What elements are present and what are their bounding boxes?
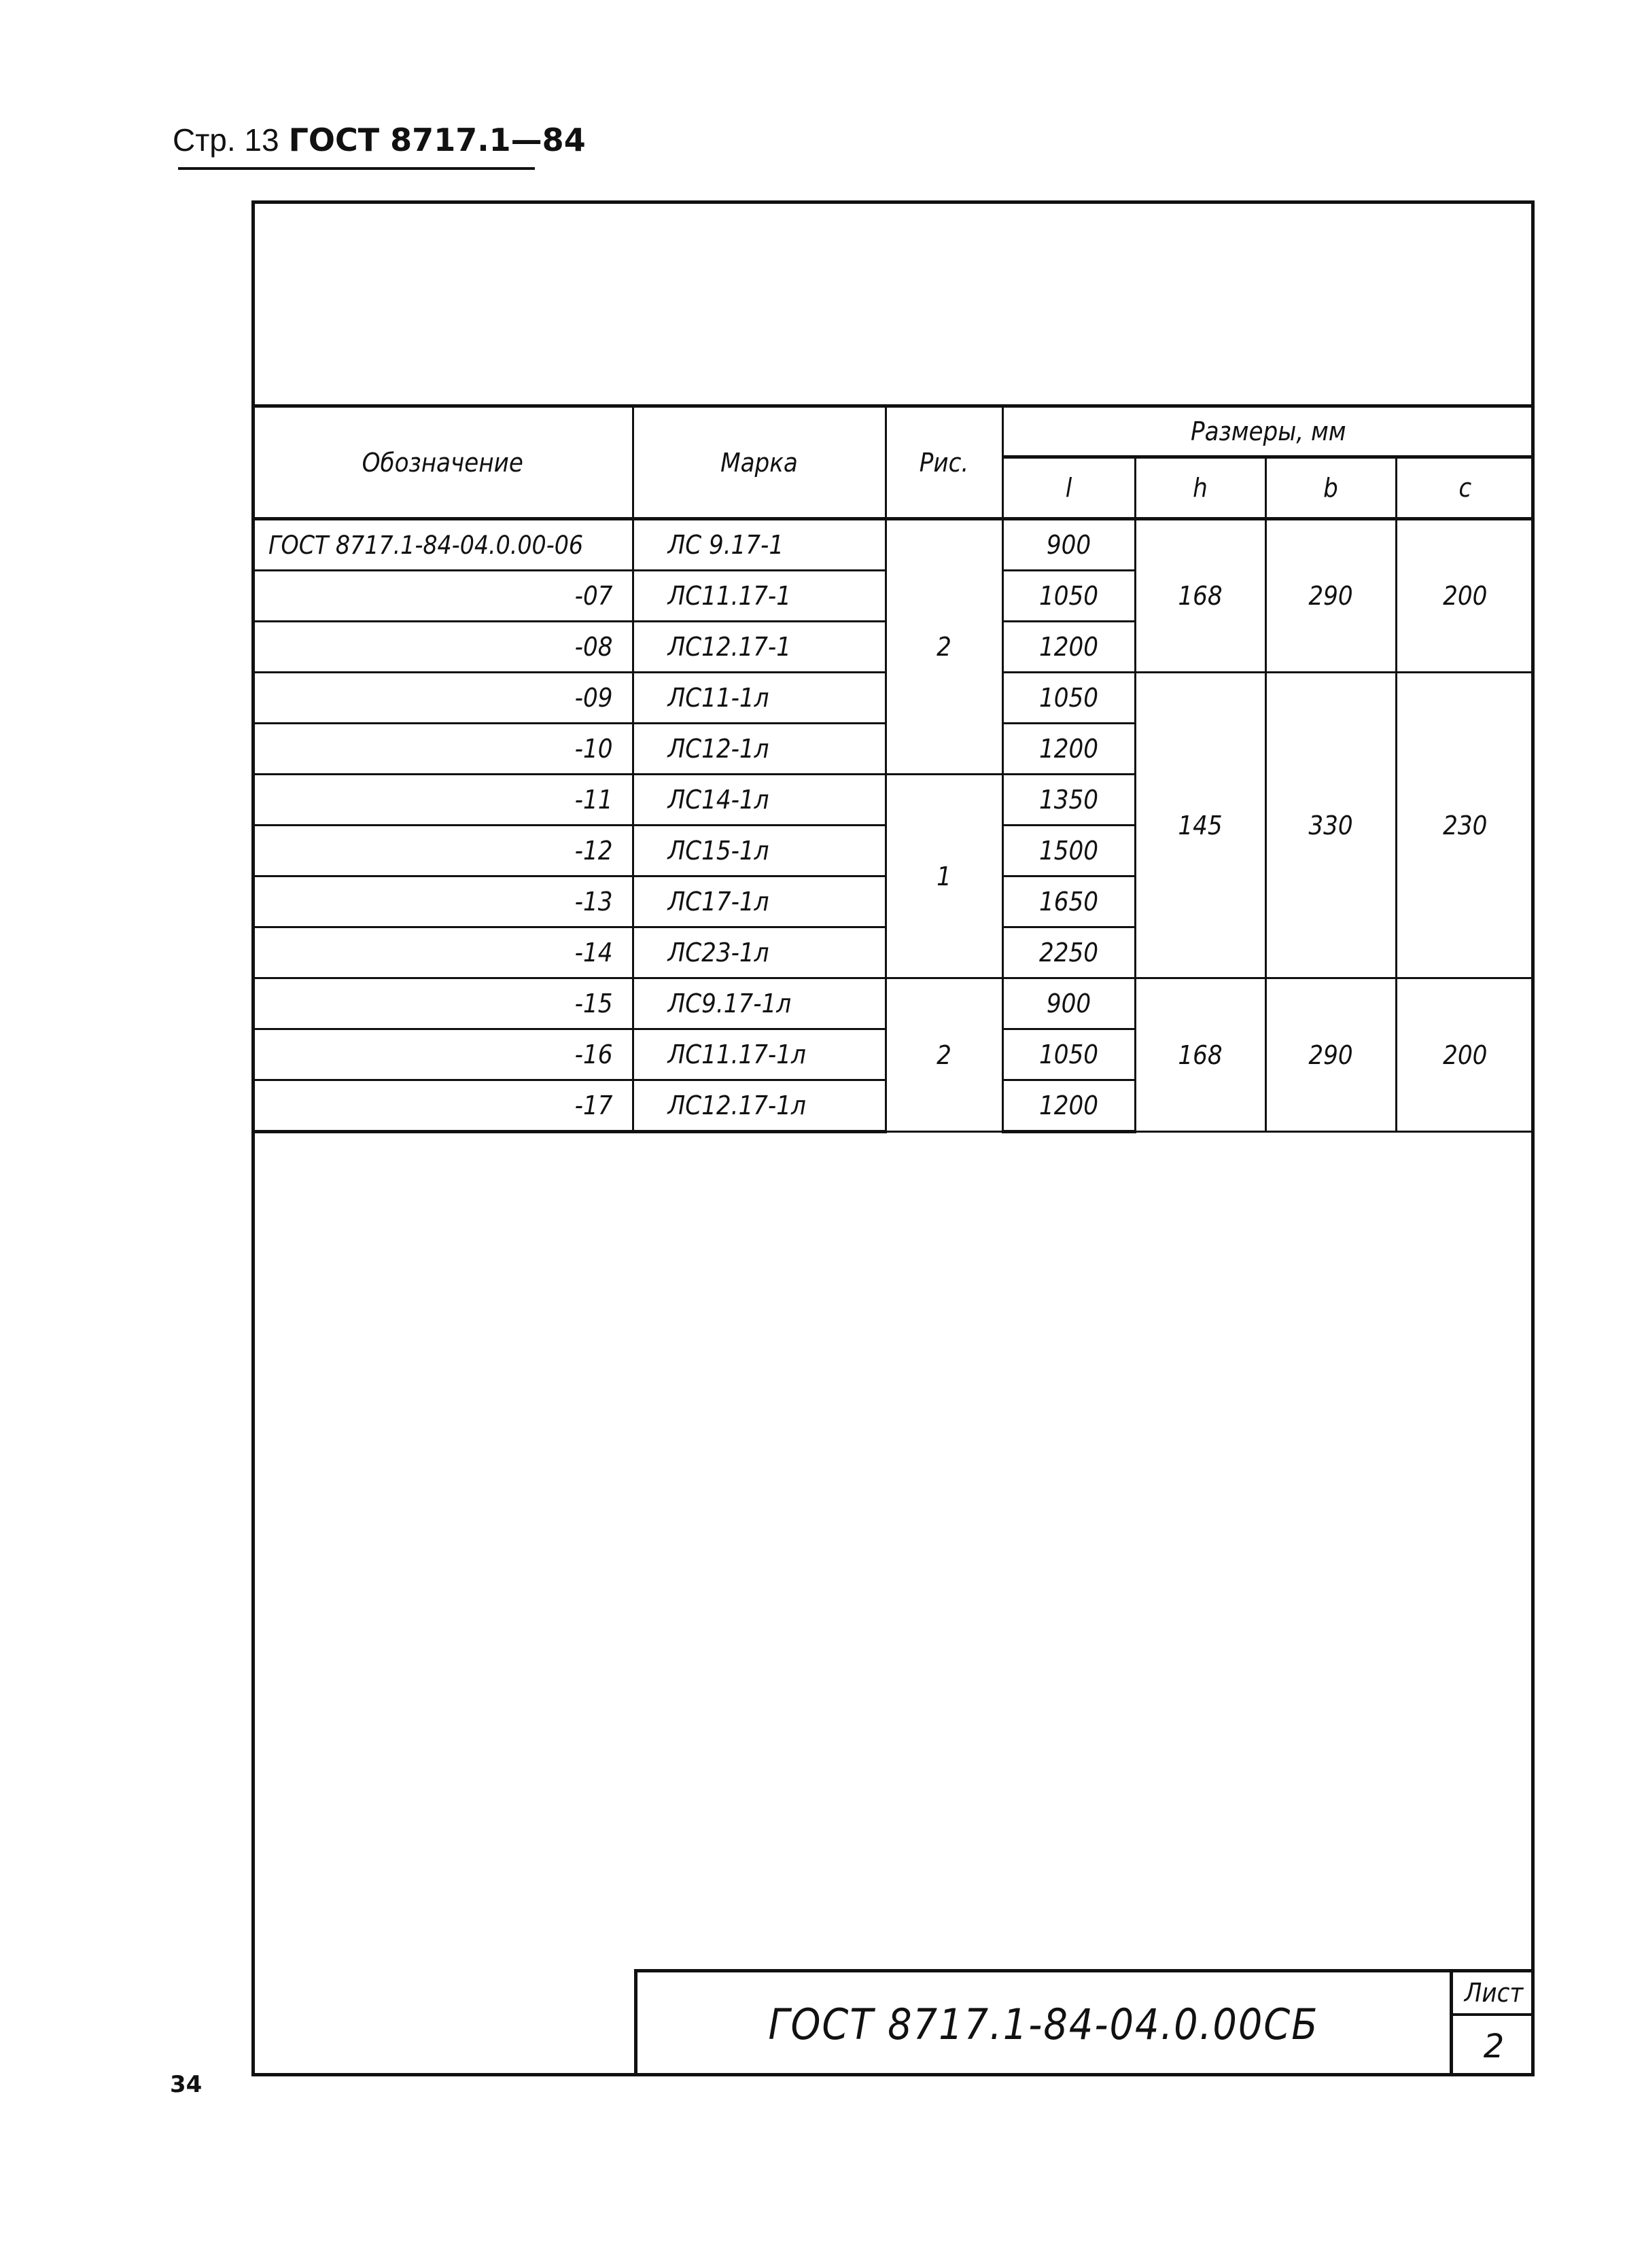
- designation-cell: -08: [253, 622, 633, 673]
- designation-cell: -09: [253, 673, 633, 724]
- header-dim-h: h: [1135, 457, 1265, 519]
- width-cell: 290: [1265, 978, 1396, 1132]
- document-code: ГОСТ 8717.1-84-04.0.00СБ: [768, 2000, 1319, 2049]
- header-dim-l: l: [1002, 457, 1135, 519]
- length-cell: 900: [1002, 519, 1135, 571]
- page-header-gost: ГОСТ 8717.1—84: [288, 122, 586, 158]
- header-designation: Обозначение: [253, 406, 633, 519]
- header-dimensions: Размеры, мм: [1002, 406, 1533, 457]
- height-cell: 145: [1135, 673, 1265, 978]
- page-number: 34: [170, 2071, 203, 2098]
- length-cell: 1050: [1002, 673, 1135, 724]
- figure-cell: 2: [886, 519, 1002, 775]
- table-row: [253, 519, 1533, 571]
- length-cell: 1650: [1002, 876, 1135, 927]
- sheet-box: [1450, 1972, 1535, 2076]
- c-cell: 230: [1396, 673, 1533, 978]
- c-cell: 200: [1396, 978, 1533, 1132]
- designation-cell: -14: [253, 927, 633, 978]
- length-cell: 1200: [1002, 724, 1135, 775]
- figure-cell: 2: [886, 978, 1002, 1132]
- mark-cell: ЛС23-1л: [633, 927, 886, 978]
- mark-cell: ЛС12.17-1л: [633, 1080, 886, 1132]
- height-cell: 168: [1135, 519, 1265, 673]
- length-cell: 900: [1002, 978, 1135, 1029]
- designation-cell: -12: [253, 826, 633, 876]
- designation-cell: -17: [253, 1080, 633, 1132]
- mark-cell: ЛС11.17-1л: [633, 1029, 886, 1080]
- title-block: [634, 1969, 1535, 2076]
- width-cell: 290: [1265, 519, 1396, 673]
- specification-table: [253, 404, 1533, 1133]
- mark-cell: ЛС17-1л: [633, 876, 886, 927]
- mark-cell: ЛС 9.17-1: [633, 519, 886, 571]
- width-cell: 330: [1265, 673, 1396, 978]
- designation-cell: -13: [253, 876, 633, 927]
- table-row: [253, 978, 1533, 1029]
- page-header: [173, 121, 586, 159]
- sheet-number: 2: [1483, 2027, 1505, 2066]
- designation-cell: -07: [253, 571, 633, 622]
- mark-cell: ЛС11.17-1: [633, 571, 886, 622]
- designation-cell: ГОСТ 8717.1-84-04.0.00-06: [253, 519, 633, 571]
- table-header-row: [253, 406, 1533, 457]
- designation-cell: -10: [253, 724, 633, 775]
- header-mark: Марка: [633, 406, 886, 519]
- sheet-label: Лист: [1453, 1972, 1535, 2016]
- mark-cell: ЛС14-1л: [633, 775, 886, 826]
- length-cell: 1200: [1002, 622, 1135, 673]
- c-cell: 200: [1396, 519, 1533, 673]
- header-underline: [178, 167, 535, 170]
- mark-cell: ЛС9.17-1л: [633, 978, 886, 1029]
- height-cell: 168: [1135, 978, 1265, 1132]
- length-cell: 1050: [1002, 1029, 1135, 1080]
- mark-cell: ЛС12.17-1: [633, 622, 886, 673]
- length-cell: 1200: [1002, 1080, 1135, 1132]
- mark-cell: ЛС15-1л: [633, 826, 886, 876]
- length-cell: 1050: [1002, 571, 1135, 622]
- length-cell: 2250: [1002, 927, 1135, 978]
- length-cell: 1500: [1002, 826, 1135, 876]
- mark-cell: ЛС12-1л: [633, 724, 886, 775]
- mark-cell: ЛС11-1л: [633, 673, 886, 724]
- header-dim-b: b: [1265, 457, 1396, 519]
- designation-cell: -15: [253, 978, 633, 1029]
- length-cell: 1350: [1002, 775, 1135, 826]
- header-figure: Рис.: [886, 406, 1002, 519]
- designation-cell: -16: [253, 1029, 633, 1080]
- page-header-prefix: Стр. 13: [173, 122, 279, 158]
- designation-cell: -11: [253, 775, 633, 826]
- figure-cell: 1: [886, 775, 1002, 978]
- header-dim-c: c: [1396, 457, 1533, 519]
